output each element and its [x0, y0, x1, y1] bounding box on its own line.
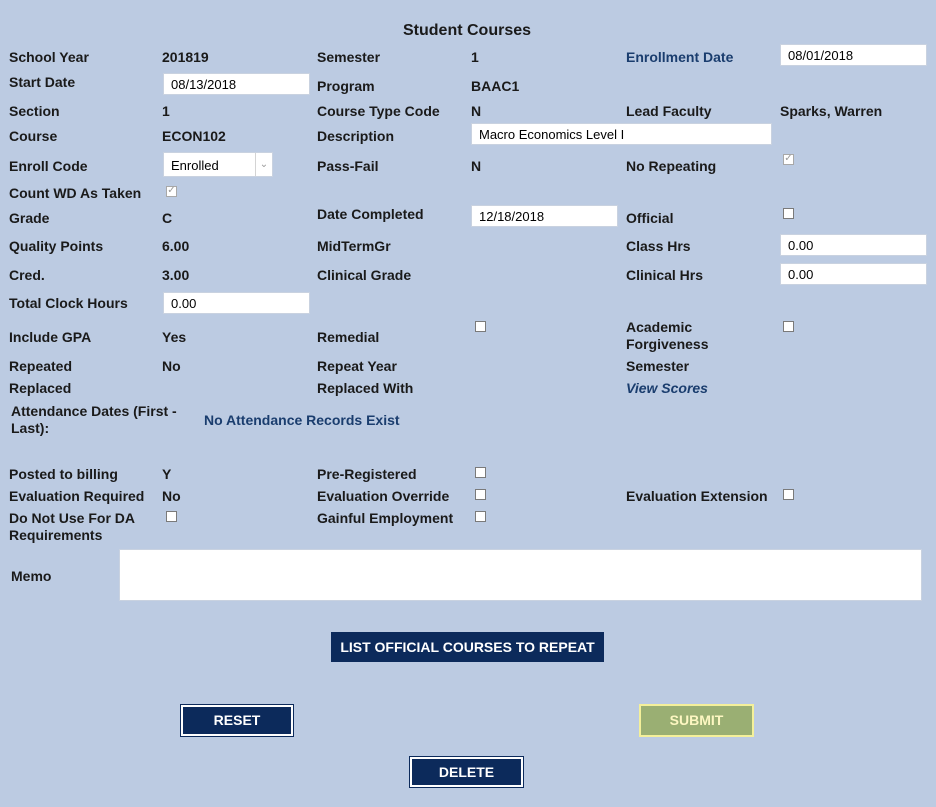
start-date-field[interactable]: 08/13/2018 — [163, 73, 310, 95]
course-label: Course — [9, 128, 58, 144]
do-not-use-da-label: Do Not Use For DA Requirements — [9, 510, 135, 543]
clinical-hrs-field[interactable]: 0.00 — [780, 263, 927, 285]
description-label: Description — [317, 128, 395, 144]
replaced-with-label: Replaced With — [317, 380, 414, 396]
page-title: Student Courses — [403, 22, 532, 39]
clinical-hrs-label: Clinical Hrs — [626, 267, 704, 283]
evaluation-extension-checkbox[interactable] — [783, 489, 794, 500]
memo-label: Memo — [11, 568, 52, 584]
attendance-value: No Attendance Records Exist — [204, 412, 400, 428]
pre-registered-checkbox[interactable] — [475, 467, 486, 478]
cred-value: 3.00 — [162, 267, 190, 283]
lead-faculty-value: Sparks, Warren — [780, 103, 883, 119]
posted-to-billing-value: Y — [162, 466, 172, 482]
course-type-code-value: N — [471, 103, 482, 119]
class-hrs-field[interactable]: 0.00 — [780, 234, 927, 256]
gainful-employment-label: Gainful Employment — [317, 510, 454, 526]
repeated-label: Repeated — [9, 358, 73, 374]
academic-forgiveness-checkbox[interactable] — [783, 321, 794, 332]
evaluation-extension-label: Evaluation Extension — [626, 488, 768, 504]
grade-label: Grade — [9, 210, 50, 226]
delete-button[interactable]: DELETE — [410, 757, 523, 787]
do-not-use-da-checkbox[interactable] — [166, 511, 177, 522]
repeated-value: No — [162, 358, 181, 374]
class-hrs-label: Class Hrs — [626, 238, 691, 254]
posted-to-billing-label: Posted to billing — [9, 466, 118, 482]
no-repeating-checkbox[interactable] — [783, 154, 794, 165]
replaced-label: Replaced — [9, 380, 72, 396]
check-icon: ✓ — [784, 153, 793, 164]
include-gpa-label: Include GPA — [9, 329, 92, 345]
chevron-down-icon: ⌄ — [255, 153, 272, 176]
date-completed-label: Date Completed — [317, 206, 424, 222]
semester-value: 1 — [471, 49, 479, 65]
section-label: Section — [9, 103, 60, 119]
enrollment-date-label: Enrollment Date — [626, 49, 734, 65]
check-icon: ✓ — [167, 185, 176, 196]
start-date-label: Start Date — [9, 74, 76, 90]
official-checkbox[interactable] — [783, 208, 794, 219]
pass-fail-label: Pass-Fail — [317, 158, 379, 174]
date-completed-field[interactable]: 12/18/2018 — [471, 205, 618, 227]
evaluation-override-label: Evaluation Override — [317, 488, 450, 504]
reset-button[interactable]: RESET — [181, 705, 293, 736]
total-clock-hours-label: Total Clock Hours — [9, 295, 128, 311]
evaluation-required-label: Evaluation Required — [9, 488, 145, 504]
school-year-label: School Year — [9, 49, 89, 65]
evaluation-required-value: No — [162, 488, 181, 504]
gainful-employment-checkbox[interactable] — [475, 511, 486, 522]
midterm-label: MidTermGr — [317, 238, 391, 254]
count-wd-label: Count WD As Taken — [9, 185, 142, 201]
academic-forgiveness-label: Academic Forgiveness — [626, 319, 709, 352]
pre-registered-label: Pre-Registered — [317, 466, 417, 482]
clinical-grade-label: Clinical Grade — [317, 267, 412, 283]
attendance-dates-label: Attendance Dates (First - Last): — [11, 403, 177, 436]
enroll-code-label: Enroll Code — [9, 158, 88, 174]
section-value: 1 — [162, 103, 170, 119]
view-scores-link[interactable]: View Scores — [626, 380, 708, 396]
count-wd-checkbox[interactable] — [166, 186, 177, 197]
grade-value: C — [162, 210, 173, 226]
submit-button[interactable]: SUBMIT — [639, 704, 754, 737]
program-label: Program — [317, 78, 375, 94]
official-label: Official — [626, 210, 674, 226]
enrollment-date-field[interactable]: 08/01/2018 — [780, 44, 927, 66]
enroll-code-select[interactable] — [163, 152, 273, 177]
course-value: ECON102 — [162, 128, 226, 144]
course-type-code-label: Course Type Code — [317, 103, 440, 119]
description-field[interactable]: Macro Economics Level I — [471, 123, 772, 145]
semester-label: Semester — [317, 49, 381, 65]
cred-label: Cred. — [9, 267, 45, 283]
include-gpa-value: Yes — [162, 329, 187, 345]
list-official-courses-button[interactable]: LIST OFFICIAL COURSES TO REPEAT — [331, 632, 604, 662]
school-year-value: 201819 — [162, 49, 209, 65]
total-clock-hours-field[interactable]: 0.00 — [163, 292, 310, 314]
quality-points-label: Quality Points — [9, 238, 104, 254]
enroll-code-selected: Enrolled — [171, 158, 219, 173]
quality-points-value: 6.00 — [162, 238, 190, 254]
evaluation-override-checkbox[interactable] — [475, 489, 486, 500]
remedial-label: Remedial — [317, 329, 380, 345]
repeat-year-label: Repeat Year — [317, 358, 397, 374]
repeat-semester-label: Semester — [626, 358, 690, 374]
no-repeating-label: No Repeating — [626, 158, 717, 174]
remedial-checkbox[interactable] — [475, 321, 486, 332]
program-value: BAAC1 — [471, 78, 520, 94]
pass-fail-value: N — [471, 158, 482, 174]
memo-textarea[interactable] — [119, 549, 922, 601]
lead-faculty-label: Lead Faculty — [626, 103, 712, 119]
